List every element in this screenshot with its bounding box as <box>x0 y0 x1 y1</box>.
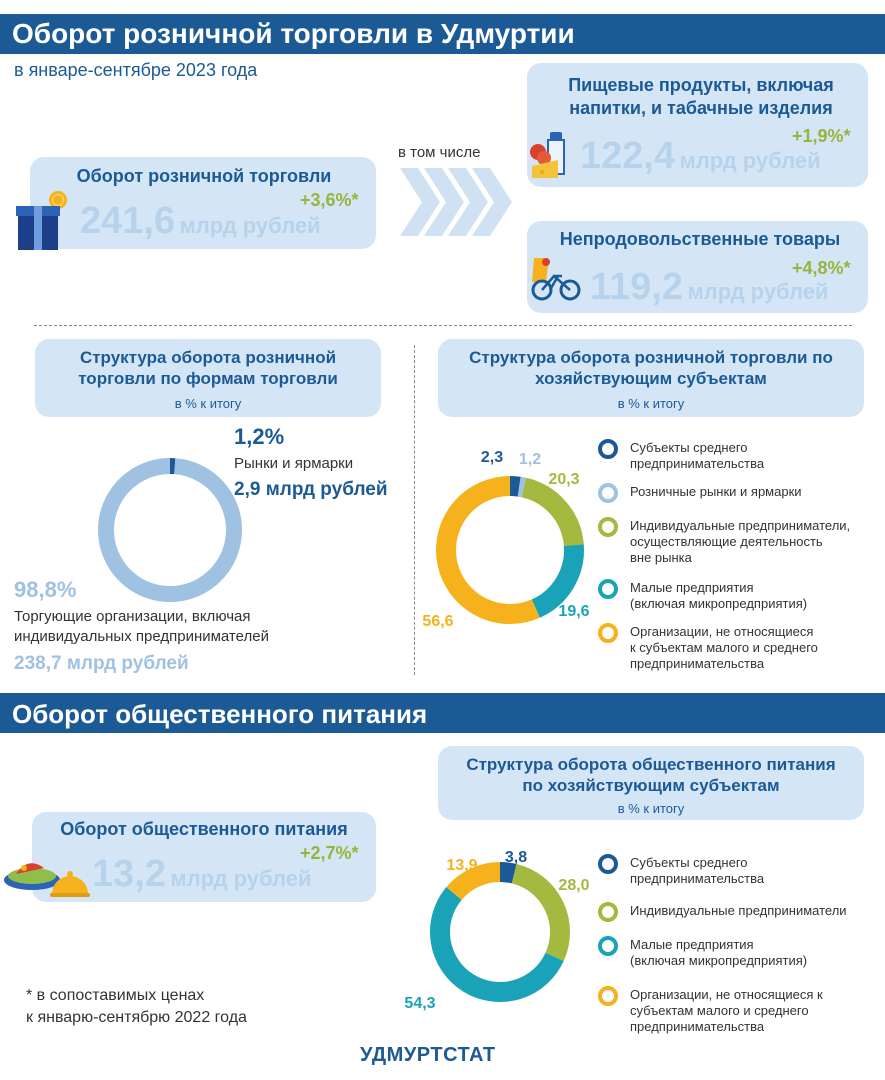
subjects-legend <box>598 440 883 680</box>
food-unit: млрд рублей <box>679 148 821 173</box>
donut-segment <box>440 893 555 992</box>
including-label: в том числе <box>398 144 481 161</box>
catering-donut-chart <box>400 840 600 1020</box>
nonfood-change: +4,8%* <box>792 258 851 278</box>
legend-marker <box>598 902 618 922</box>
catering-total-title: Оборот общественного питания <box>60 819 348 839</box>
legend-label: Индивидуальные предприниматели, осуществляющие деятельность вне рынка <box>630 518 851 565</box>
data-label: 54,3 <box>404 995 436 1012</box>
legend-item <box>598 937 807 969</box>
legend-marker <box>598 517 618 537</box>
forms-title: Структура оборота розничной торговли по формам торговли <box>78 348 338 388</box>
retail-total-number: 241,6 <box>80 200 176 242</box>
data-label: 2,3 <box>480 449 504 466</box>
groceries-icon <box>528 128 580 182</box>
legend-marker <box>598 854 618 874</box>
catering-unit-note: в % к итогу <box>617 801 685 816</box>
legend-label: Малые предприятия (включая микропредприятия) <box>630 937 808 968</box>
orgs-label: Торгующие организации, включая индивидуальных предпринимателей <box>14 608 269 645</box>
markets-value: 2,9 млрд рублей <box>234 479 388 500</box>
legend-item <box>598 580 807 612</box>
catering-legend <box>598 855 883 1045</box>
orgs-pct: 98,8% <box>14 577 77 602</box>
legend-label: Индивидуальные предприниматели <box>630 903 847 918</box>
catering-section-title: Оборот общественного питания <box>0 693 885 733</box>
legend-item <box>598 987 823 1035</box>
brand-logo: УДМУРТСТАТ <box>360 1044 496 1066</box>
nonfood-unit: млрд рублей <box>687 279 829 304</box>
gift-box-icon <box>14 188 70 252</box>
legend-item <box>598 903 847 922</box>
subjects-donut-chart <box>416 430 596 640</box>
catering-total-unit: млрд рублей <box>170 866 312 891</box>
catering-total-change: +2,7%* <box>300 843 359 863</box>
food-title: Пищевые продукты, включая напитки, и табачные изделия <box>568 75 834 118</box>
catering-structure-title: Структура оборота общественного питания по хозяйствующим субъектам <box>466 755 836 795</box>
catering-total-number: 13,2 <box>92 853 166 895</box>
nonfood-title: Непродовольственные товары <box>559 229 841 249</box>
bicycle-icon <box>528 254 582 302</box>
nonfood-value <box>590 266 829 309</box>
legend-item <box>598 518 850 566</box>
legend-marker <box>598 986 618 1006</box>
page-title: Оборот розничной торговли в Удмуртии <box>0 14 885 54</box>
nonfood-number: 119,2 <box>590 266 683 308</box>
donut-segment <box>454 872 500 893</box>
legend-label: Субъекты среднего предпринимательства <box>630 440 765 471</box>
data-label: 19,6 <box>558 603 590 620</box>
legend-marker <box>598 936 618 956</box>
catering-total-value <box>92 853 312 896</box>
orgs-value: 238,7 млрд рублей <box>14 653 189 674</box>
legend-label: Субъекты среднего предпринимательства <box>630 855 765 886</box>
legend-label: Малые предприятия (включая микропредприятия) <box>630 580 808 611</box>
donut-segment <box>510 486 519 487</box>
food-dish-icon <box>2 850 90 902</box>
retail-total-value <box>80 200 321 243</box>
food-value <box>580 135 821 178</box>
legend-label: Организации, не относящиеся к субъектам малого и среднего предпринимательства <box>630 987 823 1034</box>
forms-donut-chart <box>92 452 248 608</box>
donut-segment <box>514 874 560 957</box>
legend-marker <box>598 579 618 599</box>
retail-total-change: +3,6%* <box>300 190 359 210</box>
legend-marker <box>598 439 618 459</box>
markets-pct: 1,2% <box>234 424 285 449</box>
data-label: 1,2 <box>518 451 542 468</box>
divider <box>414 345 415 675</box>
page-subtitle: в январе-сентябре 2023 года <box>14 60 258 80</box>
donut-segment <box>106 466 234 594</box>
subjects-unit-note: в % к итогу <box>617 396 685 411</box>
forms-unit-note: в % к итогу <box>174 396 242 411</box>
legend-item <box>598 624 818 672</box>
legend-marker <box>598 623 618 643</box>
donut-segment <box>500 872 514 874</box>
data-label: 20,3 <box>548 471 580 488</box>
legend-label: Розничные рынки и ярмарки <box>630 484 802 499</box>
chevron-right-icon <box>400 168 512 236</box>
data-label: 13,9 <box>446 857 478 874</box>
donut-segment <box>519 487 524 488</box>
subjects-title: Структура оборота розничной торговли по хозяйствующим субъектам <box>469 348 833 388</box>
data-label: 56,6 <box>422 613 454 630</box>
donut-segment <box>524 488 574 546</box>
markets-label: Рынки и ярмарки <box>234 455 354 472</box>
legend-marker <box>598 483 618 503</box>
food-number: 122,4 <box>580 135 676 177</box>
retail-total-unit: млрд рублей <box>179 213 321 238</box>
donut-segment <box>536 545 574 608</box>
food-change: +1,9%* <box>792 126 851 146</box>
divider <box>34 325 852 326</box>
data-label: 3,8 <box>504 849 528 866</box>
legend-item <box>598 484 802 503</box>
legend-label: Организации, не относящиеся к субъектам малого и среднего предпринимательства <box>630 624 818 671</box>
retail-total-title: Оборот розничной торговли <box>76 166 332 186</box>
footnote: * в сопоставимых ценах к январю-сентябрю 2022 года <box>26 987 247 1026</box>
data-label: 28,0 <box>558 877 590 894</box>
legend-item <box>598 440 764 472</box>
donut-segment <box>446 486 536 614</box>
legend-item <box>598 855 764 887</box>
